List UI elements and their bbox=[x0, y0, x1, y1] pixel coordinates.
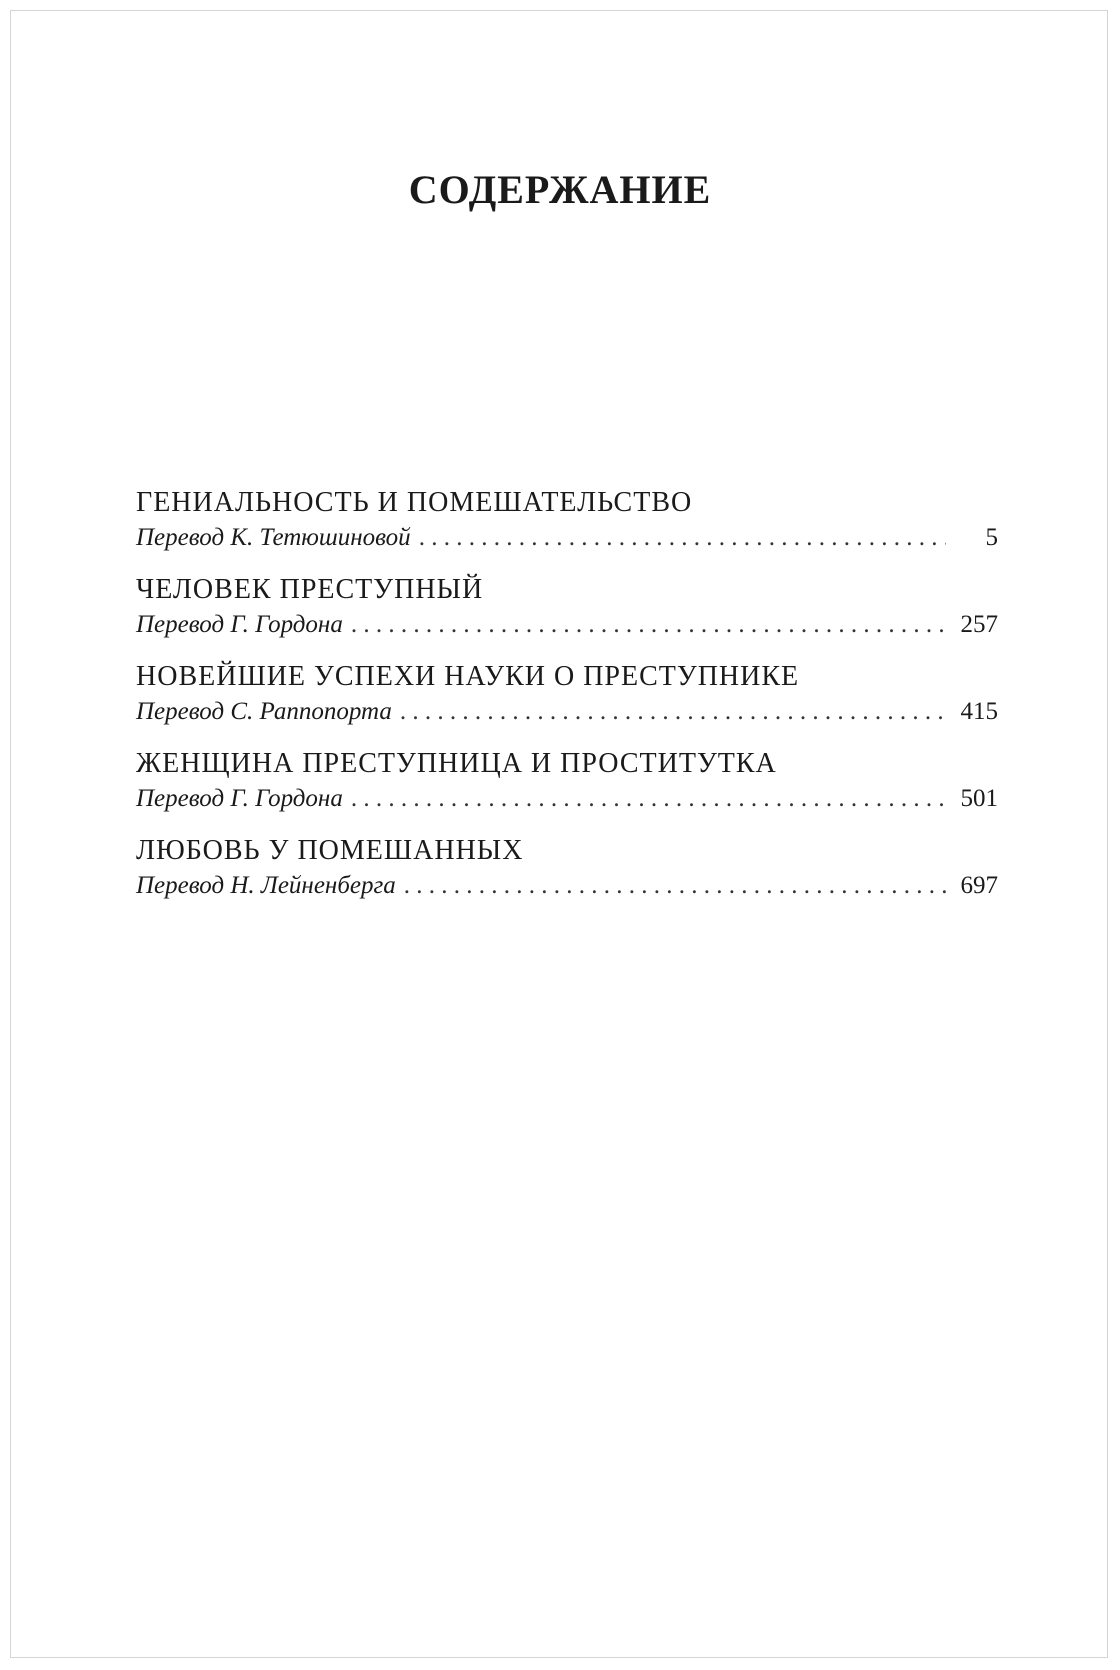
dot-leader bbox=[400, 696, 946, 728]
toc-entry bbox=[136, 747, 998, 834]
book-page bbox=[10, 10, 1108, 1658]
toc-entry bbox=[136, 573, 998, 660]
page-title: СОДЕРЖАНИЕ bbox=[408, 167, 712, 212]
toc-entry-translator: Перевод Г. Гордона bbox=[136, 785, 343, 812]
toc-entry-line bbox=[136, 870, 998, 902]
toc-entry-title: ЖЕНЩИНА ПРЕСТУПНИЦА И ПРОСТИТУТКА bbox=[136, 748, 777, 779]
toc-entry-line bbox=[136, 696, 998, 728]
toc-entry-page-number: 501 bbox=[960, 785, 998, 812]
toc-entry-translator: Перевод С. Раппопорта bbox=[136, 698, 392, 725]
dot-leader bbox=[419, 522, 946, 554]
toc-entry-page-number: 697 bbox=[960, 872, 998, 899]
toc-entry bbox=[136, 834, 998, 921]
toc-entry-translator: Перевод К. Тетюшиновой bbox=[136, 524, 411, 551]
toc-entry-page-number: 415 bbox=[960, 698, 998, 725]
toc-entry-page-number: 257 bbox=[960, 611, 998, 638]
toc-entry-line bbox=[136, 522, 998, 554]
toc-entry-page-number: 5 bbox=[985, 524, 998, 551]
toc-entry-translator: Перевод Г. Гордона bbox=[136, 611, 343, 638]
dot-leader bbox=[351, 783, 946, 815]
toc-entry-title: ГЕНИАЛЬНОСТЬ И ПОМЕШАТЕЛЬСТВО bbox=[136, 487, 693, 518]
dot-leader bbox=[351, 609, 946, 641]
toc-entry-title: ЧЕЛОВЕК ПРЕСТУПНЫЙ bbox=[136, 574, 484, 605]
table-of-contents bbox=[136, 486, 998, 921]
dot-leader bbox=[404, 870, 946, 902]
toc-entry-line bbox=[136, 609, 998, 641]
toc-entry bbox=[136, 660, 998, 747]
toc-entry-title: ЛЮБОВЬ У ПОМЕШАННЫХ bbox=[136, 835, 524, 866]
toc-entry-translator: Перевод Н. Лейненберга bbox=[136, 872, 396, 899]
toc-entry-line bbox=[136, 783, 998, 815]
toc-entry bbox=[136, 486, 998, 573]
toc-entry-title: НОВЕЙШИЕ УСПЕХИ НАУКИ О ПРЕСТУПНИКЕ bbox=[136, 661, 800, 692]
